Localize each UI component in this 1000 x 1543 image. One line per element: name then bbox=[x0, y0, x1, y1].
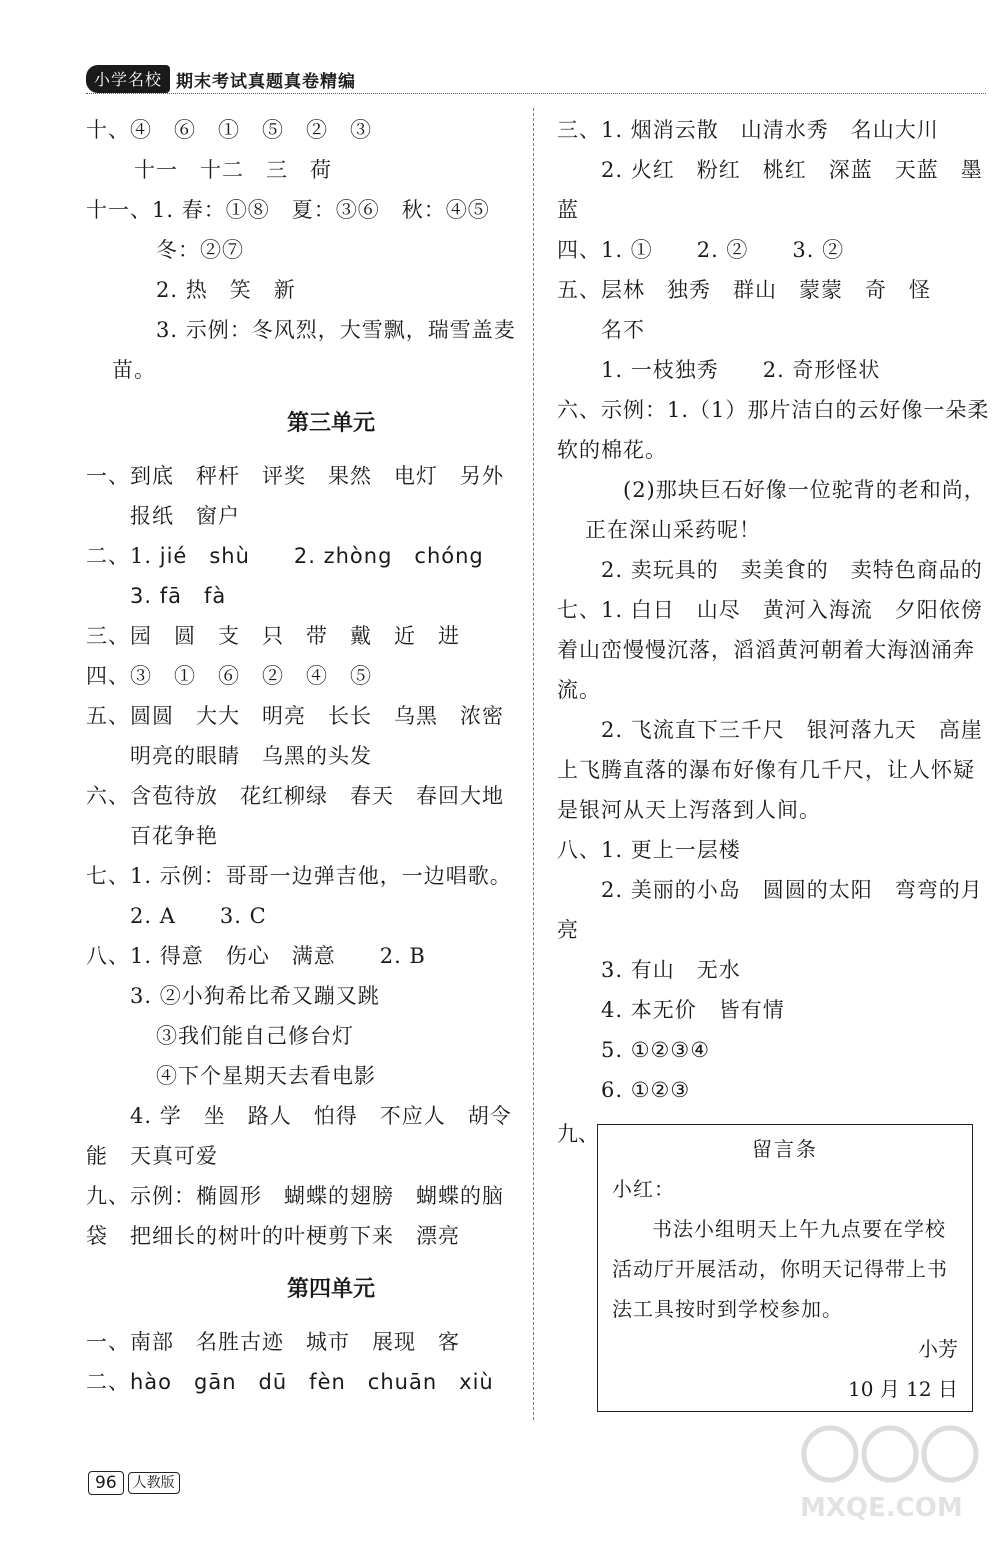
answer-line: 六、含苞待放 花红柳绿 春天 春回大地 bbox=[86, 784, 504, 808]
brand-badge: 小学名校 bbox=[86, 65, 170, 93]
item-label: 九、 bbox=[557, 1122, 599, 1146]
item-label: 二、 bbox=[86, 1370, 130, 1394]
answer-line: 七、1. 白日 山尽 黄河入海流 夕阳依傍 bbox=[557, 598, 983, 622]
answer-line: 上飞腾直落的瀑布好像有几千尺，让人怀疑 bbox=[557, 758, 975, 782]
answer-line: 八、1. 得意 伤心 满意 2. B bbox=[86, 944, 426, 968]
answer-line: 2. 火红 粉红 桃红 深蓝 天蓝 墨 bbox=[601, 158, 983, 182]
answer-line: 一、到底 秤杆 评奖 果然 电灯 另外 bbox=[86, 464, 504, 488]
answer-line: 正在深山采药呢！ bbox=[585, 518, 761, 542]
answer-line: 3. 有山 无水 bbox=[601, 958, 741, 982]
answer-line: 5. ①②③④ bbox=[601, 1038, 711, 1062]
answer-line: 七、1. 示例：哥哥一边弹吉他，一边唱歌。 bbox=[86, 864, 512, 888]
item-label: 二、1. bbox=[86, 544, 153, 568]
answer-line: 九、示例：椭圆形 蝴蝶的翅膀 蝴蝶的脑 bbox=[86, 1184, 504, 1208]
answer-line: 2. 飞流直下三千尺 银河落九天 高崖 bbox=[601, 718, 983, 742]
left-column bbox=[86, 110, 516, 1402]
answer-line: 百花争艳 bbox=[130, 824, 218, 848]
note-date: 10 月 12 日 bbox=[848, 1377, 958, 1401]
note-body-line: 书法小组明天上午九点要在学校 bbox=[652, 1217, 946, 1241]
header-divider bbox=[86, 93, 986, 94]
answer-line: 1. 一枝独秀 2. 奇形怪状 bbox=[601, 358, 881, 382]
watermark-text: MXQE.COM bbox=[800, 1493, 963, 1523]
answer-line: 2. 卖玩具的 卖美食的 卖特色商品的 bbox=[601, 558, 983, 582]
answer-line: (2)那块巨石好像一位驼背的老和尚， bbox=[623, 478, 986, 502]
answer-line: 五、层林 独秀 群山 蒙蒙 奇 怪 bbox=[557, 278, 931, 302]
answer-line bbox=[86, 536, 516, 576]
answer-line: 三、园 圆 支 只 带 戴 近 进 bbox=[86, 624, 460, 648]
answer-line: 3. ②小狗希比希又蹦又跳 bbox=[130, 984, 380, 1008]
answer-line: 软的棉花。 bbox=[557, 438, 667, 462]
page-footer bbox=[88, 1471, 180, 1495]
answer-line: 报纸 窗户 bbox=[130, 504, 240, 528]
note-recipient: 小红： bbox=[612, 1177, 675, 1201]
answer-line: 4. 学 坐 路人 怕得 不应人 胡令 bbox=[130, 1104, 512, 1128]
answer-line: 6. ①②③ bbox=[601, 1078, 691, 1102]
pinyin-answer: hào gān dū fèn chuān xiù bbox=[130, 1370, 494, 1394]
answer-line: 4. 本无价 皆有情 bbox=[601, 998, 785, 1022]
answer-line: 冬：②⑦ bbox=[156, 238, 244, 262]
note-signature: 小芳 bbox=[918, 1337, 958, 1361]
answer-line: 五、圆圆 大大 明亮 长长 乌黑 浓密 bbox=[86, 704, 504, 728]
answer-line: 一、南部 名胜古迹 城市 展现 客 bbox=[86, 1330, 460, 1354]
answer-line: 名不 bbox=[601, 318, 645, 342]
answer-line: 2. 热 笑 新 bbox=[156, 278, 296, 302]
answer-line: 明亮的眼睛 乌黑的头发 bbox=[130, 744, 372, 768]
watermark-icon bbox=[800, 1419, 980, 1489]
note-body-line: 法工具按时到学校参加。 bbox=[612, 1297, 843, 1321]
unit-four-heading: 第四单元 bbox=[286, 1276, 375, 1302]
answer-line: 十、④ ⑥ ① ⑤ ② ③ bbox=[86, 118, 372, 142]
pinyin-answer: jié shù 2. zhòng chóng bbox=[159, 544, 484, 568]
series-title: 期末考试真题真卷精编 bbox=[176, 71, 357, 92]
answer-line: 苗。 bbox=[112, 358, 156, 382]
pinyin-answer: 3. fā fà bbox=[130, 584, 227, 608]
answer-line: ④下个星期天去看电影 bbox=[156, 1064, 376, 1088]
answer-line: 十一、1. 春：①⑧ 夏：③⑥ 秋：④⑤ bbox=[86, 198, 490, 222]
answer-line: 蓝 bbox=[557, 198, 579, 222]
answer-line: 2. 美丽的小岛 圆圆的太阳 弯弯的月 bbox=[601, 878, 983, 902]
unit-three-heading: 第三单元 bbox=[286, 410, 375, 436]
answer-line: 2. A 3. C bbox=[130, 904, 267, 928]
message-note-box bbox=[597, 1124, 973, 1412]
column-divider bbox=[533, 108, 534, 1420]
answer-line: 八、1. 更上一层楼 bbox=[557, 838, 741, 862]
edition-badge: 人教版 bbox=[128, 1472, 180, 1494]
answer-line: 流。 bbox=[557, 678, 601, 702]
page-number: 96 bbox=[88, 1471, 124, 1495]
answer-line: 十一 十二 三 荷 bbox=[134, 158, 332, 182]
answer-line: 亮 bbox=[557, 918, 579, 942]
answer-line: 三、1. 烟消云散 山清水秀 名山大川 bbox=[557, 118, 939, 142]
answer-line: ③我们能自己修台灯 bbox=[156, 1024, 354, 1048]
watermark-logo bbox=[800, 1419, 980, 1529]
note-body-line: 活动厅开展活动，你明天记得带上书 bbox=[612, 1257, 948, 1281]
answer-line bbox=[86, 1362, 516, 1402]
answer-line: 能 天真可爱 bbox=[86, 1144, 218, 1168]
right-column bbox=[557, 110, 990, 1412]
note-title: 留言条 bbox=[752, 1137, 818, 1161]
answer-line: 四、1. ① 2. ② 3. ② bbox=[557, 238, 845, 262]
page-header bbox=[86, 66, 356, 92]
answer-line: 六、示例：1.（1）那片洁白的云好像一朵柔 bbox=[557, 398, 990, 422]
answer-line: 着山峦慢慢沉落，滔滔黄河朝着大海汹涌奔 bbox=[557, 638, 975, 662]
answer-line: 是银河从天上泻落到人间。 bbox=[557, 798, 821, 822]
note-row bbox=[557, 1114, 987, 1412]
answer-line: 袋 把细长的树叶的叶梗剪下来 漂亮 bbox=[86, 1224, 460, 1248]
answer-line: 四、③ ① ⑥ ② ④ ⑤ bbox=[86, 664, 372, 688]
answer-line: 3. 示例：冬风烈，大雪飘，瑞雪盖麦 bbox=[156, 318, 516, 342]
